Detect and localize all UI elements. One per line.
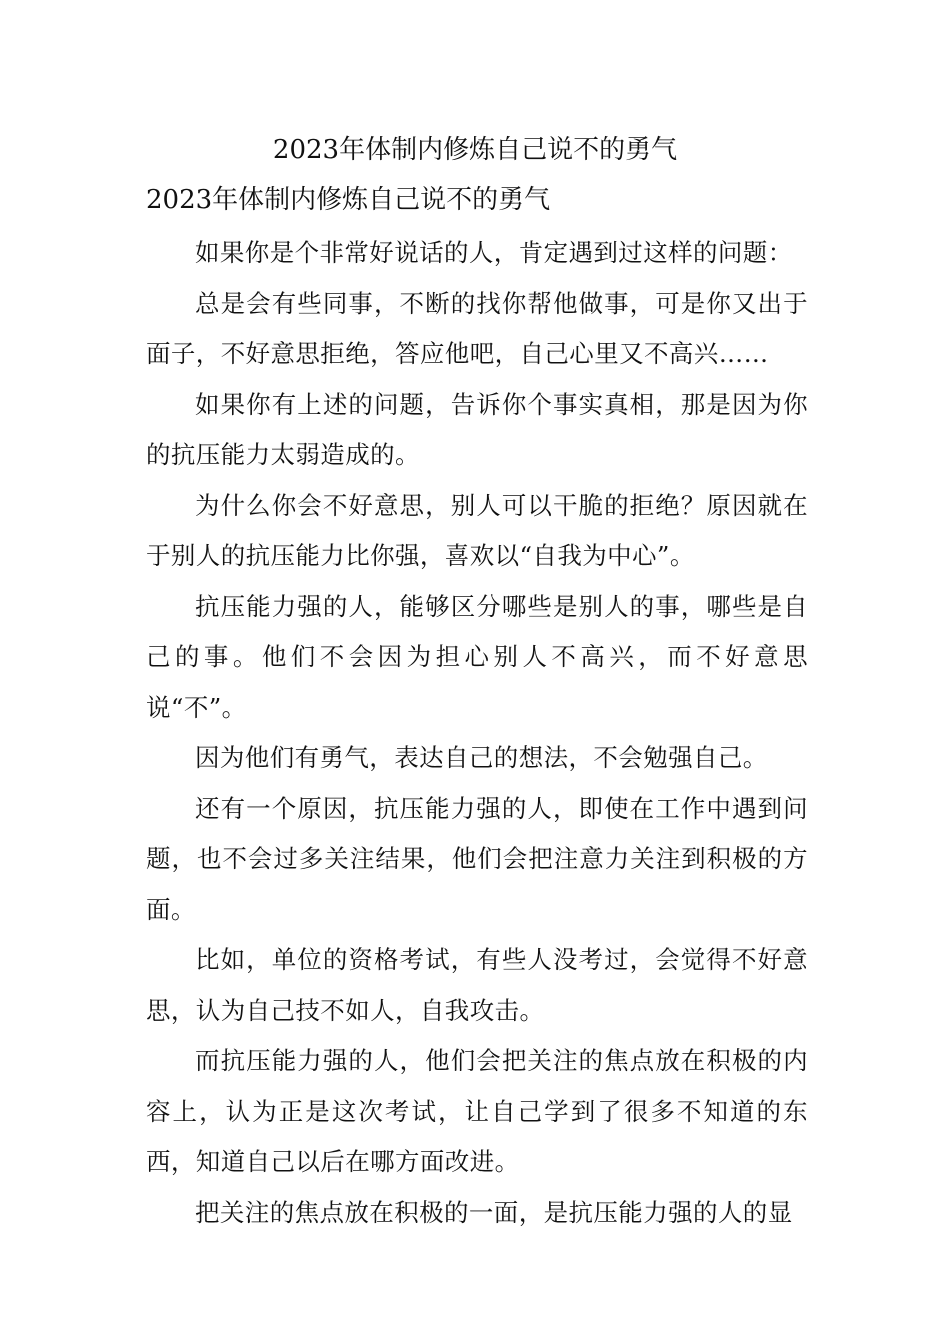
paragraph: 而抗压能力强的人，他们会把关注的焦点放在积极的内容上，认为正是这次考试，让自己学到了很多不知道的东西，知道自己以后在哪方面改进。 xyxy=(146,1046,808,1176)
paragraph: 抗压能力强的人，能够区分哪些是别人的事，哪些是自己的事。他们不会因为担心别人不高兴，而不好意思说“不”。 xyxy=(146,591,808,722)
paragraph: 因为他们有勇气，表达自己的想法，不会勉强自己。 xyxy=(195,743,768,772)
paragraph: 为什么你会不好意思，别人可以干脆的拒绝？原因就在于别人的抗压能力比你强，喜欢以“自我为中心”。 xyxy=(146,490,808,570)
document-body xyxy=(146,228,808,1238)
paragraph: 如果你有上述的问题，告诉你个事实真相，那是因为你的抗压能力太弱造成的。 xyxy=(146,389,808,469)
paragraph: 如果你是个非常好说话的人，肯定遇到过这样的问题： xyxy=(195,238,793,267)
document-subtitle: 2023年体制内修炼自己说不的勇气 xyxy=(146,185,551,215)
paragraph: 总是会有些同事，不断的找你帮他做事，可是你又出于面子，不好意思拒绝，答应他吧，自己心里又不高兴…… xyxy=(146,288,808,368)
document-title: 2023年体制内修炼自己说不的勇气 xyxy=(272,135,678,165)
paragraph: 把关注的焦点放在积极的一面，是抗压能力强的人的显 xyxy=(195,1197,793,1227)
paragraph: 还有一个原因，抗压能力强的人，即使在工作中遇到问题，也不会过多关注结果，他们会把注意力关注到积极的方面。 xyxy=(146,793,808,924)
paragraph: 比如，单位的资格考试，有些人没考过，会觉得不好意思，认为自己技不如人，自我攻击。 xyxy=(146,945,808,1025)
